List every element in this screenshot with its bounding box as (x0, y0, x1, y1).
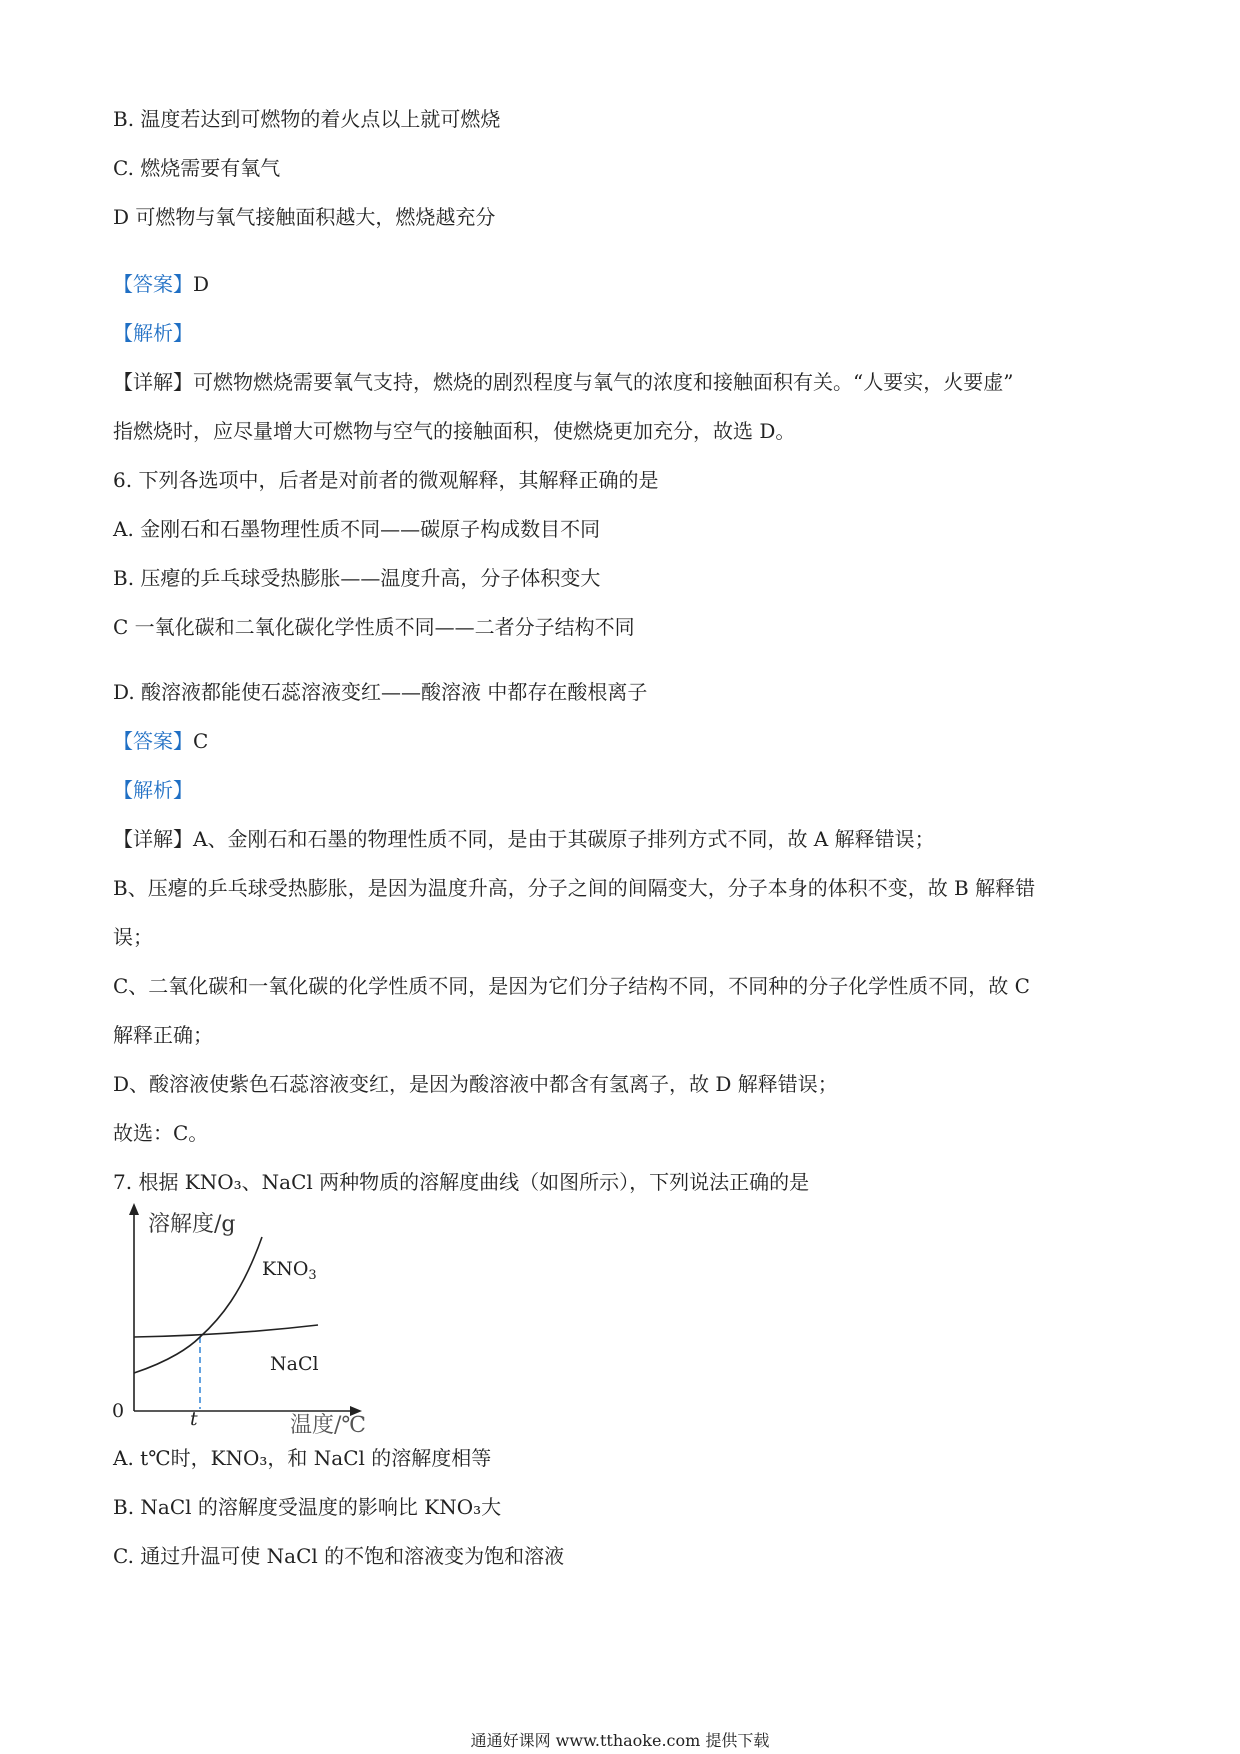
t-tick-label: t (190, 1408, 198, 1430)
solubility-chart (100, 1195, 400, 1435)
q6-answer (113, 726, 208, 756)
q6-detail-a: 【详解】A、金刚石和石墨的物理性质不同，是由于其碳原子排列方式不同，故 A 解释错误； (113, 827, 935, 851)
q6-analysis-tag: 【解析】 (113, 778, 193, 802)
q6-detail-c: C、二氧化碳和一氧化碳的化学性质不同，是因为它们分子结构不同，不同种的分子化学性质不同，故 C (113, 974, 1030, 998)
q6-conclusion: 故选：C。 (113, 1121, 209, 1145)
answer-value: C (193, 729, 209, 753)
origin-label: 0 (112, 1400, 125, 1422)
q7-question: 7. 根据 KNO₃、NaCl 两种物质的溶解度曲线（如图所示），下列说法正确的是 (113, 1170, 810, 1194)
q6-option-c: C 一氧化碳和二氧化碳化学性质不同——二者分子结构不同 (113, 615, 635, 639)
nacl-curve-label: NaCl (270, 1353, 319, 1375)
q7-option-b: B. NaCl 的溶解度受温度的影响比 KNO₃大 (113, 1495, 502, 1519)
answer-tag: 【答案】 (113, 272, 193, 296)
x-axis-label: 温度/℃ (290, 1413, 367, 1435)
q5-option-b: B. 温度若达到可燃物的着火点以上就可燃烧 (113, 107, 501, 131)
q5-option-d: D 可燃物与氧气接触面积越大，燃烧越充分 (113, 205, 496, 229)
q6-option-b: B. 压瘪的乒乓球受热膨胀——温度升高，分子体积变大 (113, 566, 601, 590)
y-axis-label: 溶解度/g (148, 1212, 236, 1237)
q5-option-c: C. 燃烧需要有氧气 (113, 156, 281, 180)
q6-detail-d: D、酸溶液使紫色石蕊溶液变红，是因为酸溶液中都含有氢离子，故 D 解释错误； (113, 1072, 838, 1096)
y-axis-arrow (129, 1203, 139, 1215)
q7-option-a: A. t℃时，KNO₃，和 NaCl 的溶解度相等 (113, 1446, 492, 1470)
footer-watermark: 通通好课网 www.tthaoke.com 提供下载 (470, 1731, 770, 1750)
q6-option-d: D. 酸溶液都能使石蕊溶液变红——酸溶液 中都存在酸根离子 (113, 680, 648, 704)
q7-option-c: C. 通过升温可使 NaCl 的不饱和溶液变为饱和溶液 (113, 1544, 565, 1568)
q6-detail-b: B、压瘪的乒乓球受热膨胀，是因为温度升高，分子之间的间隔变大，分子本身的体积不变，故 B 解释错 (113, 876, 1036, 900)
kno3-curve (134, 1237, 262, 1373)
q6-detail-c-cont: 解释正确； (113, 1023, 213, 1047)
answer-value: D (193, 272, 210, 296)
q5-answer (113, 269, 209, 299)
q6-question: 6. 下列各选项中，后者是对前者的微观解释，其解释正确的是 (113, 468, 659, 492)
kno3-curve-label: $KNO_3$ (262, 1258, 317, 1283)
q5-detail-1: 【详解】可燃物燃烧需要氧气支持，燃烧的剧烈程度与氧气的浓度和接触面积有关。“人要实，火要虚” (113, 370, 1014, 394)
q5-analysis-tag: 【解析】 (113, 321, 193, 345)
nacl-curve (134, 1325, 318, 1337)
answer-tag: 【答案】 (113, 729, 193, 753)
q6-detail-b-cont: 误； (113, 925, 153, 949)
q6-option-a: A. 金刚石和石墨物理性质不同——碳原子构成数目不同 (113, 517, 601, 541)
q5-detail-2: 指燃烧时，应尽量增大可燃物与空气的接触面积，使燃烧更加充分，故选 D。 (113, 419, 796, 443)
